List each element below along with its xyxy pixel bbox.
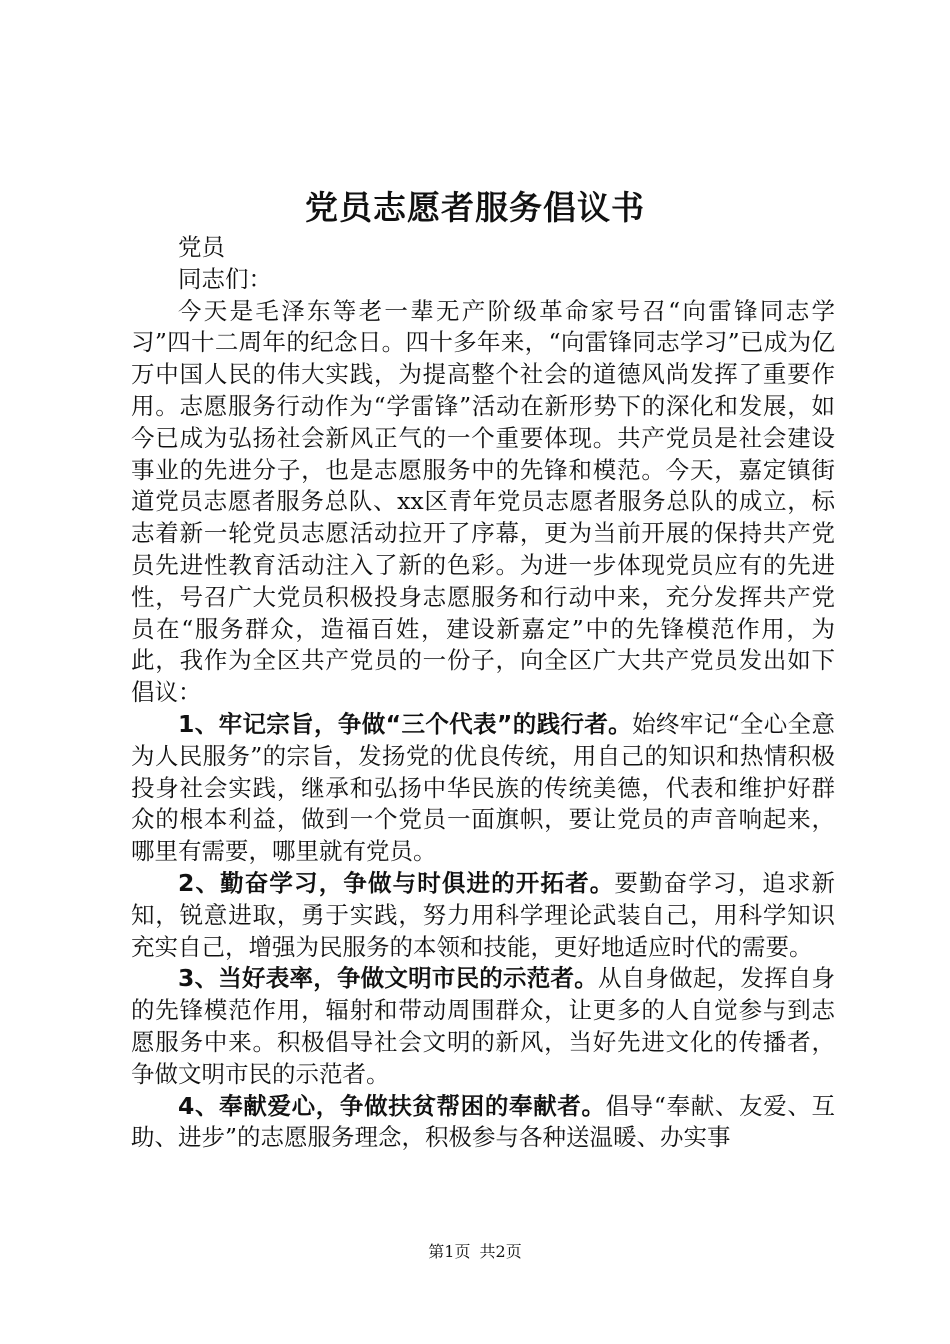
salutation-line-1: 党员	[178, 233, 225, 261]
proposal-heading-3: 3、当好表率，争做文明市民的示范者。	[178, 964, 598, 993]
document-title: 党员志愿者服务倡议书	[305, 188, 645, 227]
proposal-text-4: 倡导“奉献、友爱、互助、进步”的志愿服务理念，积极参与各种送温暖、办实事	[131, 1091, 835, 1152]
intro-paragraph: 今天是毛泽东等老一辈无产阶级革命家号召“向雷锋同志学习”四十二周年的纪念日。四十多年来，“向雷锋同志学习”已成为亿万中国人民的伟大实践，为提高整个社会的道德风尚发挥了重要作用。志愿服务行动作为“学雷锋”活动在新形势下的深化和发展，如今已成为弘扬社会新风正气的一个重要体现。共产党员是社会建设事业的先进分子，也是志愿服务中的先锋和模范。今天，嘉定镇街道党员志愿者服务总队、xx区青年党员志愿者服务总队的成立，标志着新一轮党员志愿活动拉开了序幕，更为当前开展的保持共产党员先进性教育活动注入了新的色彩。为进一步体现党员应有的先进性，号召广大党员积极投身志愿服务和行动中来，充分发挥共产党员在“服务群众，造福百姓，建设新嘉定”中的先锋模范作用，为此，我作为全区共产党员的一份子，向全区广大共产党员发出如下倡议：	[131, 296, 835, 707]
proposal-item-2	[131, 868, 835, 963]
proposal-heading-2: 2、勤奋学习，争做与时俱进的开拓者。	[178, 868, 615, 897]
proposal-item-4	[131, 1091, 835, 1155]
proposal-item-1	[131, 709, 835, 868]
proposal-text-3: 从自身做起，发挥自身的先锋模范作用，辐射和带动周围群众，让更多的人自觉参与到志愿服务中来。积极倡导社会文明的新风，当好先进文化的传播者，争做文明市民的示范者。	[131, 964, 835, 1088]
proposal-heading-4: 4、奉献爱心，争做扶贫帮困的奉献者。	[178, 1091, 606, 1120]
salutation-line-2: 同志们：	[178, 264, 272, 293]
document-body	[131, 232, 835, 1154]
page-number: 第1页	[428, 1242, 471, 1261]
page-footer	[0, 1241, 950, 1263]
proposal-heading-1: 1、牢记宗旨，争做“三个代表”的践行者。	[178, 709, 633, 738]
proposal-text-2: 要勤奋学习，追求新知，锐意进取，勇于实践，努力用科学理论武装自己，用科学知识充实自己，增强为民服务的本领和技能，更好地适应时代的需要。	[131, 868, 835, 961]
proposal-text-1: 始终牢记“全心全意为人民服务”的宗旨，发扬党的优良传统，用自己的知识和热情积极投身社会实践，继承和弘扬中华民族的传统美德，代表和维护好群众的根本利益，做到一个党员一面旗帜，要让党员的声音响起来，哪里有需要，哪里就有党员。	[131, 709, 836, 866]
proposal-item-3	[131, 963, 835, 1090]
page-total: 共2页	[479, 1242, 522, 1261]
